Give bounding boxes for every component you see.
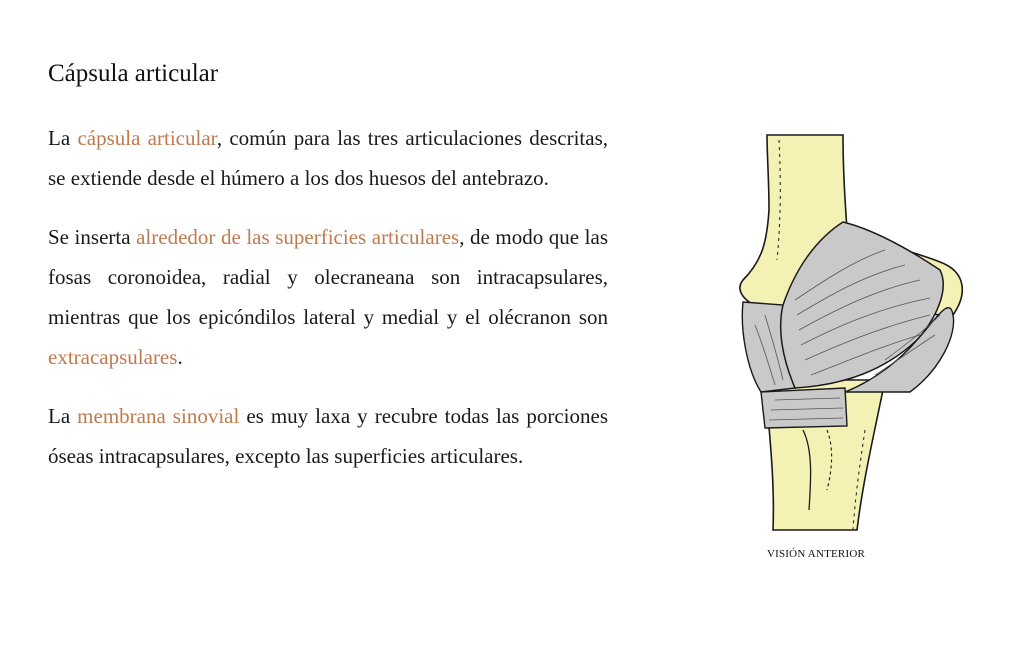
body-text (48, 118, 608, 495)
highlight-term: extracapsulares (48, 345, 178, 369)
text-segment: es muy laxa y recubre todas las porciones óseas intracapsulares, excepto las superficies articulares. (48, 404, 608, 468)
highlight-term: alrededor de las superficies articulares (136, 225, 460, 249)
elbow-illustration (735, 130, 975, 540)
text-segment: , de modo que las fosas coronoidea, radial y olecraneana son intracapsulares, mientras que los epicóndilos lateral y medial y el olécranon son (48, 225, 609, 329)
text-segment: . (177, 345, 183, 369)
elbow-joint-drawing (735, 130, 975, 540)
text-segment: La (48, 126, 78, 150)
highlight-term: membrana sinovial (77, 404, 240, 428)
text-segment: La (48, 404, 78, 428)
section-title: Cápsula articular (48, 60, 219, 87)
text-segment: , común para las tres articulaciones descritas, se extiende desde el húmero a los dos huesos del antebrazo. (48, 126, 609, 190)
highlight-term: cápsula articular (77, 126, 217, 150)
text-segment: Se inserta (48, 225, 137, 249)
paragraph-capsule (48, 118, 608, 198)
figure-caption: VISIÓN ANTERIOR (766, 548, 866, 560)
paragraph-synovial (48, 396, 608, 476)
paragraph-insertion (48, 217, 608, 377)
